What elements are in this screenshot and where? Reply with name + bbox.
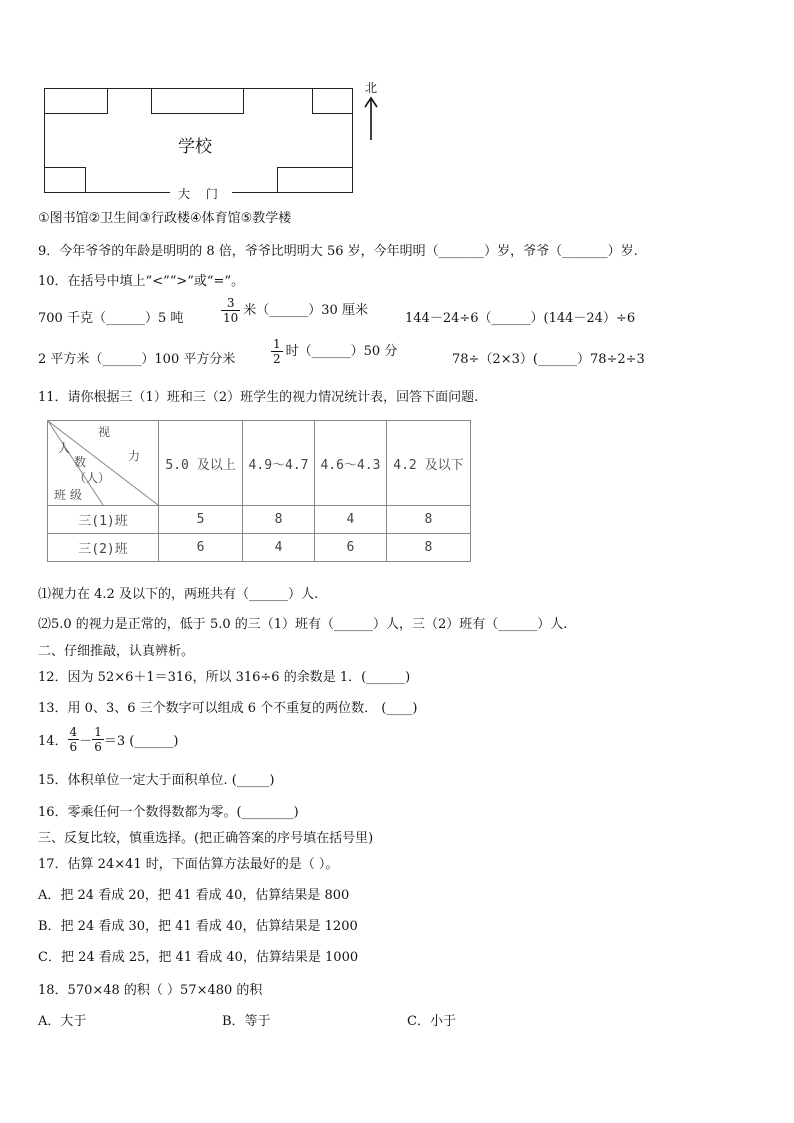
q10-item-2 xyxy=(218,296,368,325)
q14-number: 14． xyxy=(38,734,68,749)
map-legend: ①图书馆②卫生间③行政楼④体育馆⑤教学楼 xyxy=(38,211,292,226)
q14-rest: ＝3 (______) xyxy=(103,734,179,749)
column-header: 5.0 及以上 xyxy=(159,421,243,506)
north-arrow-icon xyxy=(364,96,378,142)
question-17-option-a: A．把 24 看成 20，把 41 看成 40，估算结果是 800 xyxy=(38,888,350,903)
header-label-banji: 班 级 xyxy=(54,488,82,502)
row-label: 三(1)班 xyxy=(48,506,159,534)
question-12: 12．因为 52×6＋1＝316，所以 316÷6 的余数是 1．(______) xyxy=(38,670,411,685)
question-17-option-b: B．把 24 看成 30，把 41 看成 40，估算结果是 1200 xyxy=(38,919,358,934)
q10-item-1: 700 千克（______）5 吨 xyxy=(38,311,184,326)
row-label: 三(2)班 xyxy=(48,534,159,562)
question-18-option-a: A．大于 xyxy=(38,1014,87,1029)
building-3 xyxy=(312,88,353,114)
header-label-li: 力 xyxy=(128,449,141,463)
vision-stats-table xyxy=(47,420,471,562)
column-header: 4.9～4.7 xyxy=(243,421,315,506)
question-17-option-c: C．把 24 看成 25，把 41 看成 40，估算结果是 1000 xyxy=(38,950,359,965)
building-2 xyxy=(151,88,244,114)
table-cell: 8 xyxy=(243,506,315,534)
q10-item-2-text: 米（______）30 厘米 xyxy=(243,303,368,318)
q10-item-5-text: 时（______）50 分 xyxy=(285,344,398,359)
gate-label: 大 门 xyxy=(170,185,232,202)
fraction-1-6: $\frac{1}{6}$ xyxy=(94,725,102,754)
fraction-3-10: $\frac{3}{10}$ xyxy=(223,296,239,325)
q10-item-6: 78÷（2×3）(______）78÷2÷3 xyxy=(452,352,645,367)
table-cell: 4 xyxy=(243,534,315,562)
building-1 xyxy=(44,88,108,114)
question-13: 13．用 0、3、6 三个数字可以组成 6 个不重复的两位数． (____) xyxy=(38,701,418,716)
table-row xyxy=(48,506,471,534)
fraction-1-2: $\frac{1}{2}$ xyxy=(273,337,281,366)
building-4 xyxy=(44,167,86,193)
header-label-ren: 人 xyxy=(58,441,71,455)
question-15: 15．体积单位一定大于面积单位. (_____) xyxy=(38,773,275,788)
table-cell: 4 xyxy=(314,506,386,534)
question-18-stem: 18．570×48 的积（ ）57×480 的积 xyxy=(38,983,263,998)
school-label: 学校 xyxy=(178,137,212,157)
section-2-heading: 二、仔细推敲，认真辨析。 xyxy=(38,644,195,659)
fraction-4-6: $\frac{4}{6}$ xyxy=(69,725,78,754)
table-diagonal-header xyxy=(48,421,159,506)
table-cell: 8 xyxy=(386,534,470,562)
table-row xyxy=(48,534,471,562)
building-5 xyxy=(277,167,353,193)
question-11-sub2: ⑵5.0 的视力是正常的，低于 5.0 的三（1）班有（______）人，三（2）班有（______）人. xyxy=(38,617,568,632)
question-17-stem: 17．估算 24×41 时，下面估算方法最好的是（ ）。 xyxy=(38,857,339,872)
q10-item-5 xyxy=(268,337,397,366)
q14-minus: － xyxy=(79,734,93,749)
north-label: 北 xyxy=(365,81,378,95)
table-cell: 8 xyxy=(386,506,470,534)
table-cell: 5 xyxy=(159,506,243,534)
question-14 xyxy=(38,725,178,754)
question-18-option-b: B．等于 xyxy=(222,1014,271,1029)
header-label-ren2: （人） xyxy=(74,471,111,485)
header-label-shu: 数 xyxy=(74,455,87,469)
question-9: 9．今年爷爷的年龄是明明的 8 倍，爷爷比明明大 56 岁，今年明明（_______）岁，爷爷（_______）岁. xyxy=(38,244,638,259)
column-header: 4.6～4.3 xyxy=(314,421,386,506)
column-header: 4.2 及以下 xyxy=(386,421,470,506)
section-3-heading: 三、反复比较，慎重选择。(把正确答案的序号填在括号里) xyxy=(38,831,374,846)
question-10-title: 10．在括号中填上“<”“>”或“=”。 xyxy=(38,274,245,289)
table-cell: 6 xyxy=(314,534,386,562)
question-18-option-c: C．小于 xyxy=(407,1014,456,1029)
q10-item-3: 144－24÷6（______）(144－24）÷6 xyxy=(405,311,636,326)
table-cell: 6 xyxy=(159,534,243,562)
question-11-title: 11．请你根据三（1）班和三（2）班学生的视力情况统计表，回答下面问题. xyxy=(38,390,479,405)
header-label-shi: 视 xyxy=(98,425,111,439)
question-11-sub1: ⑴视力在 4.2 及以下的，两班共有（______）人. xyxy=(38,587,319,602)
q10-item-4: 2 平方米（______）100 平方分米 xyxy=(38,352,236,367)
question-16: 16．零乘任何一个数得数都为零。(________) xyxy=(38,805,299,820)
